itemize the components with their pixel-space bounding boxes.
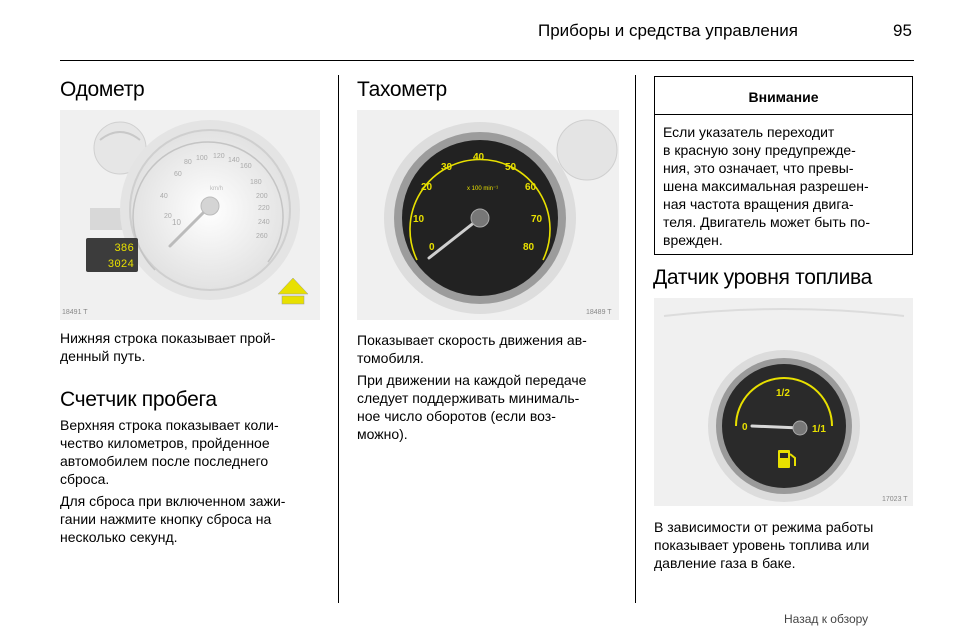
tacho-tick-label: 60: [525, 182, 537, 193]
column-divider-2: [635, 75, 636, 603]
tacho-tick-label: 50: [505, 162, 517, 173]
back-to-overview-link[interactable]: Назад к обзору: [784, 612, 869, 626]
trip-counter-heading: Счетчик пробега: [60, 388, 217, 411]
tacho-unit-label: x 100 min⁻¹: [467, 186, 499, 192]
fuel-image-code: 17023 T: [882, 496, 908, 503]
tacho-tick-label: 10: [413, 214, 425, 225]
odometer-tick-label: 180: [250, 179, 262, 186]
odometer-tick-label: 100: [196, 155, 208, 162]
odometer-illustration: [60, 110, 320, 320]
trip-display: 386: [114, 243, 134, 255]
odometer-tick-label: 140: [228, 157, 240, 164]
odometer-tick-label: 120: [213, 153, 225, 160]
fuel-full-label: 1/1: [812, 424, 826, 435]
fuel-caption: В зависимости от режима работы показывает уровень топлива или давление газа в баке.: [654, 519, 874, 571]
odometer-image-code: 18491 T: [62, 309, 88, 316]
odometer-display: 3024: [107, 259, 134, 271]
tachometer-graphic: [357, 110, 619, 320]
tachometer-illustration: [357, 110, 619, 320]
speedometer-graphic: [60, 110, 320, 320]
odometer-caption: Нижняя строка показывает прой- денный путь.: [60, 330, 276, 364]
fuel-gauge-graphic: [654, 298, 913, 506]
fuel-gauge-heading: Датчик уровня топлива: [653, 266, 873, 289]
column-divider-1: [338, 75, 339, 603]
trip-paragraph-1: Верхняя строка показывает коли- чество километров, пройденное автомобилем после последнего сброса.: [60, 417, 279, 487]
page-number: 95: [893, 21, 912, 40]
warning-heading: Внимание: [655, 77, 912, 115]
odometer-tick-label: 260: [256, 233, 268, 240]
odometer-tick-label: 160: [240, 163, 252, 170]
tacho-tick-label: 80: [523, 242, 535, 253]
fuel-empty-label: 0: [742, 422, 748, 433]
tachometer-image-code: 18489 T: [586, 309, 612, 316]
tacho-tick-label: 70: [531, 214, 543, 225]
tachometer-heading: Тахометр: [357, 78, 447, 101]
odometer-tick-label: 40: [160, 193, 168, 200]
trip-paragraph-2: Для сброса при включенном зажи- гании нажмите кнопку сброса на несколько секунд.: [60, 493, 286, 545]
odometer-tick-label: 20: [164, 213, 172, 220]
odometer-tick-label: 80: [184, 159, 192, 166]
tacho-paragraph-1: Показывает скорость движения ав- томобиля.: [357, 332, 587, 366]
warning-text: Если указатель переходит в красную зону предупрежде- ния, это означает, что превы- шена максимальная разрешен- ная частота вращения двига- теля. Двигатель может быть по- врежден.: [663, 124, 870, 248]
fuel-gauge-illustration: [654, 298, 913, 506]
odometer-tick-label: 240: [258, 219, 270, 226]
odometer-unit-label: km/h: [210, 186, 224, 192]
odometer-tick-label: 200: [256, 193, 268, 200]
page-header-title: Приборы и средства управления: [538, 21, 798, 40]
fuel-half-label: 1/2: [776, 388, 790, 399]
header-divider: [60, 60, 914, 61]
tacho-tick-label: 0: [429, 242, 435, 253]
tacho-tick-label: 30: [441, 162, 453, 173]
tacho-paragraph-2: При движении на каждой передаче следует поддерживать минималь- ное число оборотов (если воз- можно).: [357, 372, 587, 442]
odometer-heading: Одометр: [60, 78, 145, 101]
tacho-tick-label: 40: [473, 152, 485, 163]
warning-box: [654, 76, 913, 255]
tacho-tick-label: 20: [421, 182, 433, 193]
odometer-tick-label: 10: [172, 218, 181, 227]
odometer-tick-label: 60: [174, 171, 182, 178]
odometer-tick-label: 220: [258, 205, 270, 212]
